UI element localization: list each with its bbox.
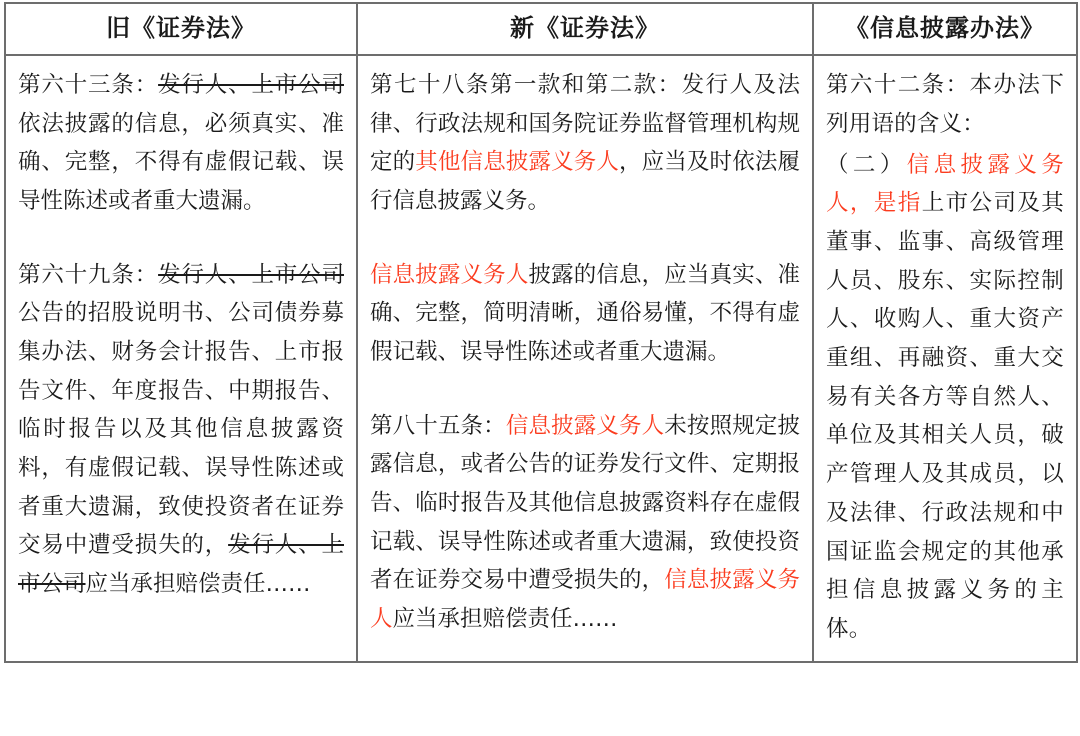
paragraph-article-63 [18,66,344,221]
table-row [5,55,1077,662]
text-run: ，应当及时依法履行信息披露义务。 [370,149,800,215]
text-run: 未按照规定披露信息，或者公告的证券发行文件、定期报告、临时报告及其他信息披露资料存在虚假记载、误导性陈述或者重大遗漏，致使投资者在证券交易中遭受损失的， [370,412,800,594]
text-run: 第七十八条第一款和第二款：发行人及法律、行政法规和国务院证券监督管理机构规定的 [370,72,800,176]
header-row [5,3,1077,55]
paragraph-article-62 [826,66,1064,143]
text-run: 第六十九条： [18,261,159,288]
text-run: 依法披露的信息，必须真实、准确、完整，不得有虚假记载、误导性陈述或者重大遗漏。 [18,110,344,215]
paragraph-article-85 [370,407,800,639]
text-run: 第六十二条：本办法下列用语的含义： [826,72,1064,137]
highlighted-text: 其他信息披露义务人 [415,149,620,176]
highlighted-text: 信息披露义务人 [370,567,800,632]
struck-text: 发行人、上市公司 [158,72,344,98]
text-run: 公告的招股说明书、公司债券募集办法、财务会计报告、上市报告文件、年度报告、中期报告、临时报告以及其他信息披露资料，有虚假记载、误导性陈述或者重大遗漏，致使投资者在证券交易中遭受损失的， [18,300,344,559]
law-comparison-table [4,2,1078,663]
table-header [5,3,1077,55]
cell-new-securities-law [357,55,813,662]
text-run: 上市公司及其董事、监事、高级管理人员、股东、实际控制人、收购人、重大资产重组、再融资、重大交易有关各方等自然人、单位及其相关人员，破产管理人及其成员，以及法律、行政法规和中国证监会规定的其他承担信息披露义务的主体。 [826,190,1064,642]
highlighted-text: 信息披露义务人 [505,412,665,439]
paragraph-article-62-item2 [826,146,1064,649]
paragraph-article-78 [370,66,800,221]
text-run: （二） [826,151,907,178]
struck-text: 发行人、上市公司 [18,532,344,598]
text-run: 披露的信息，应当真实、准确、完整，简明清晰，通俗易懂，不得有虚假记载、误导性陈述或者重大遗漏。 [370,261,800,365]
table-body [5,55,1077,662]
paragraph-article-78-para2 [370,256,800,372]
cell-disclosure-measures [813,55,1077,662]
header-cell-old-law: 旧《证券法》 [5,3,357,55]
highlighted-text: 信息披露义务人，是指 [826,151,1064,217]
cell-content-disclosure-measures [826,66,1064,649]
header-cell-disclosure-measures: 《信息披露办法》 [813,3,1077,55]
text-run: 应当承担赔偿责任…… [85,571,311,598]
cell-content-old-law [18,66,344,604]
text-run: 应当承担赔偿责任…… [392,606,618,632]
highlighted-text: 信息披露义务人 [370,261,529,288]
text-run: 第六十三条：发行人、上市公司 [18,72,344,98]
header-cell-new-law: 新《证券法》 [357,3,813,55]
struck-text: 发行人、上市公司 [158,261,344,288]
text-run: 第八十五条： [370,412,506,439]
cell-old-securities-law [5,55,357,662]
paragraph-article-69 [18,256,344,604]
cell-content-new-law [370,66,800,639]
